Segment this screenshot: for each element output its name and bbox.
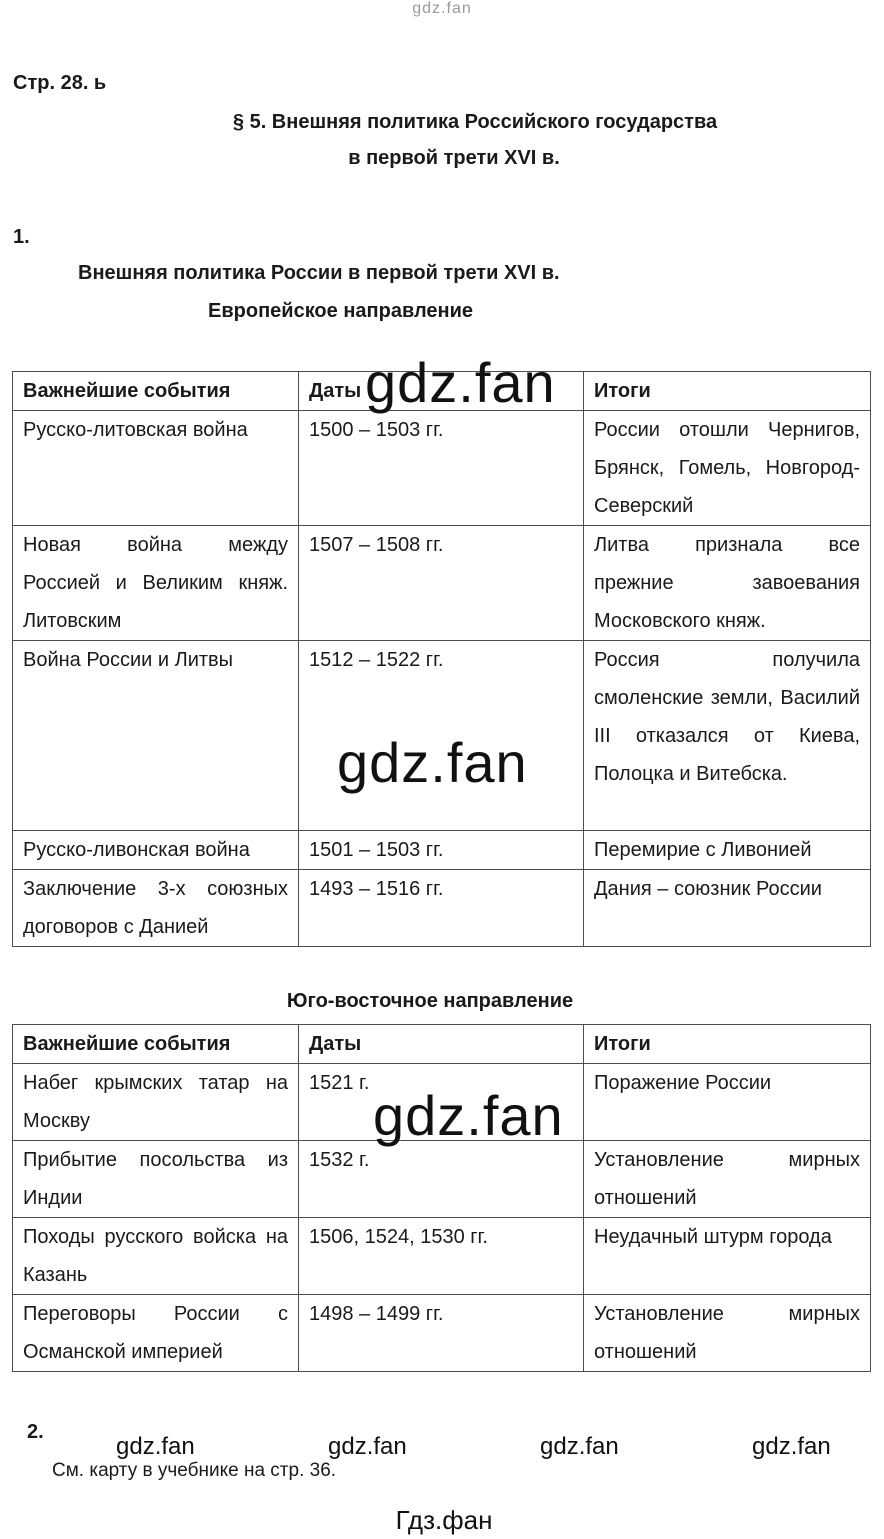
result-cell: Установление мирных отношений: [584, 1141, 871, 1218]
watermark-bottom: Гдз.фан: [395, 1505, 493, 1535]
european-table: [12, 371, 871, 947]
event-cell: Набег крымских татар на Москву: [13, 1064, 299, 1141]
question-number-2: 2.: [27, 1421, 44, 1443]
table-row: [13, 870, 871, 947]
column-header-events: Важнейшие события: [13, 1025, 299, 1064]
watermark-large: gdz.fan: [373, 1084, 564, 1147]
column-header-dates: Даты: [299, 372, 584, 411]
table-row: [13, 831, 871, 870]
watermark-small: gdz.fan: [116, 1433, 195, 1460]
page-reference: Стр. 28. ь: [13, 72, 107, 94]
result-cell: России отошли Чернигов, Брянск, Гомель, Новгород-Северский: [584, 411, 871, 526]
date-cell: 1506, 1524, 1530 гг.: [299, 1218, 584, 1295]
date-cell: 1512 – 1522 гг.: [299, 641, 584, 831]
question-number-1: 1.: [13, 226, 30, 248]
result-cell: Поражение России: [584, 1064, 871, 1141]
section-heading-european: Европейское направление: [208, 300, 474, 322]
result-cell: Установление мирных отношений: [584, 1295, 871, 1372]
table-row: [13, 411, 871, 526]
watermark-small: gdz.fan: [540, 1433, 619, 1460]
paragraph-title-line2: в первой трети XVI в.: [348, 147, 560, 169]
table-row: [13, 526, 871, 641]
column-header-results: Итоги: [584, 1025, 871, 1064]
result-cell: Неудачный штурм города: [584, 1218, 871, 1295]
result-cell: Россия получила смоленские земли, Василий III отказался от Киева, Полоцка и Витебска.: [584, 641, 871, 831]
date-cell: 1500 – 1503 гг.: [299, 411, 584, 526]
southeast-table: [12, 1024, 871, 1372]
column-header-dates: Даты: [299, 1025, 584, 1064]
table-header-row: [13, 1025, 871, 1064]
event-cell: Новая война между Россией и Великим княж. Литовским: [13, 526, 299, 641]
table-row: [13, 1295, 871, 1372]
watermark-large: gdz.fan: [337, 731, 528, 794]
map-note: См. карту в учебнике на стр. 36.: [52, 1460, 337, 1481]
event-cell: Русско-литовская война: [13, 411, 299, 526]
watermark-top: gdz.fan: [412, 0, 472, 17]
date-cell: 1521 г.: [299, 1064, 584, 1141]
watermark-large: gdz.fan: [365, 351, 556, 414]
result-cell: Перемирие с Ливонией: [584, 831, 871, 870]
date-cell: 1507 – 1508 гг.: [299, 526, 584, 641]
event-cell: Война России и Литвы: [13, 641, 299, 831]
event-cell: Походы русского войска на Казань: [13, 1218, 299, 1295]
paragraph-title: § 5. Внешняя политика Российского государства: [232, 111, 718, 133]
date-cell: 1501 – 1503 гг.: [299, 831, 584, 870]
result-cell: Литва признала все прежние завоевания Московского княж.: [584, 526, 871, 641]
watermark-small: gdz.fan: [752, 1433, 831, 1460]
column-header-events: Важнейшие события: [13, 372, 299, 411]
watermark-small: gdz.fan: [328, 1433, 407, 1460]
date-cell: 1532 г.: [299, 1141, 584, 1218]
event-cell: Прибытие посольства из Индии: [13, 1141, 299, 1218]
event-cell: Русско-ливонская война: [13, 831, 299, 870]
section-heading-southeast: Юго-восточное направление: [286, 990, 574, 1012]
event-cell: Переговоры России с Османской империей: [13, 1295, 299, 1372]
event-cell: Заключение 3-х союзных договоров с Данией: [13, 870, 299, 947]
table-caption: Внешняя политика России в первой трети XVI в.: [78, 262, 560, 284]
date-cell: 1493 – 1516 гг.: [299, 870, 584, 947]
date-cell: 1498 – 1499 гг.: [299, 1295, 584, 1372]
result-cell: Дания – союзник России: [584, 870, 871, 947]
table-row: [13, 1141, 871, 1218]
table-row: [13, 1218, 871, 1295]
column-header-results: Итоги: [584, 372, 871, 411]
